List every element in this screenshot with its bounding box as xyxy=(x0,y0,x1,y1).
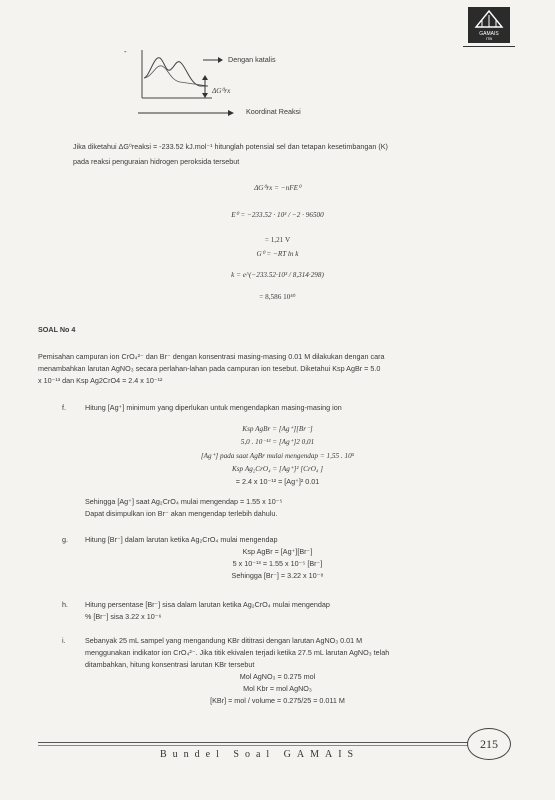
logo-underline xyxy=(463,46,515,47)
soal-paragraph-1: Pemisahan campuran ion CrO₄²⁻ dan Br⁻ dengan konsentrasi masing-masing 0.01 M dilakukan dengan cara xyxy=(38,352,385,361)
graph-label-catalyst: Dengan katalis xyxy=(228,55,276,64)
svg-text:ITB: ITB xyxy=(485,36,493,41)
item-f-answer-2: Dapat disimpulkan ion Br⁻ akan mengendap terlebih dahulu. xyxy=(85,509,278,518)
logo-icon xyxy=(468,7,510,43)
intro-line-1: Jika diketahui ΔG⁰reaksi = -233.52 kJ.mol⁻¹ hitunglah potensial sel dan tetapan kesetimbangan (K) xyxy=(73,142,388,151)
footer-rule-thin xyxy=(38,745,468,746)
item-g-label: g. xyxy=(62,535,68,544)
equation-1: ΔG⁰rx = −nFE⁰ xyxy=(254,184,301,192)
item-f-label: f. xyxy=(62,403,66,412)
item-f-line-5: = 2.4 x 10⁻¹² = [Ag⁺]² 0.01 xyxy=(235,477,320,486)
item-i-line-1: Mol AgNO₃ = 0.275 mol xyxy=(239,672,316,681)
item-g-line-1: Ksp AgBr = [Ag⁺][Br⁻] xyxy=(242,547,313,556)
item-i-question-1: Sebanyak 25 mL sampel yang mengandung KBr dititrasi dengan larutan AgNO₃ 0.01 M xyxy=(85,636,363,645)
item-g-line-2: 5 x 10⁻¹³ = 1.55 x 10⁻⁵ [Br⁻] xyxy=(232,559,323,568)
item-h-question: Hitung persentase [Br⁻] sisa dalam larutan ketika Ag₂CrO₄ mulai mengendap xyxy=(85,600,330,609)
item-h-answer: % [Br⁻] sisa 3.22 x 10⁻⁶ xyxy=(85,612,162,621)
graph-label-axis: Koordinat Reaksi xyxy=(246,107,301,116)
equation-6: = 8,586 10⁴⁰ xyxy=(259,293,296,301)
item-f-line-2: 5,0 . 10⁻¹³ = [Ag⁺]2 0,01 xyxy=(240,438,315,446)
item-i-line-3: [KBr] = mol / volume = 0.275/25 = 0.011 M xyxy=(210,696,345,705)
svg-text:GAMAIS: GAMAIS xyxy=(479,31,499,37)
item-i-question-2: menggunakan indikator ion CrO₄²⁻. Jika titik ekivalen terjadi ketika 27.5 mL larutan AgNO₃ telah xyxy=(85,648,390,657)
item-g-line-3: Sehingga [Br⁻] = 3.22 x 10⁻⁸ xyxy=(231,571,324,580)
soal-paragraph-3: x 10⁻¹³ dan Ksp Ag2CrO4 = 2.4 x 10⁻¹² xyxy=(38,376,163,385)
equation-5: k = e^(−233.52·10³ / 8,314·298) xyxy=(231,271,324,279)
soal-title: SOAL No 4 xyxy=(38,325,76,334)
intro-line-2: pada reaksi penguraian hidrogen peroksida tersebut xyxy=(73,157,240,166)
item-f-line-1: Ksp AgBr = [Ag⁺][Br⁻] xyxy=(242,425,313,433)
soal-paragraph-2: menambahkan larutan AgNO₃ secara perlahan-lahan pada campuran ion tesebut. Diketahui Ksp AgBr = 5.0 xyxy=(38,364,381,373)
equation-3: = 1,21 V xyxy=(264,236,291,244)
item-i-question-3: ditambahkan, hitung konsentrasi larutan KBr tersebut xyxy=(85,660,255,669)
graph-label-dg: ΔG⁰rx xyxy=(212,87,231,95)
gamais-logo xyxy=(468,7,510,43)
item-h-label: h. xyxy=(62,600,68,609)
equation-4: G⁰ = −RT ln k xyxy=(256,250,299,258)
item-i-line-2: Mol Kbr = mol AgNO₃ xyxy=(243,684,312,693)
item-f-answer-1: Sehingga [Ag⁺] saat Ag₂CrO₄ mulai mengendap = 1.55 x 10⁻⁵ xyxy=(85,497,283,506)
item-f-question: Hitung [Ag⁺] minimum yang diperlukan untuk mengendapkan masing-masing ion xyxy=(85,403,342,412)
reaction-axis-arrow xyxy=(138,107,238,119)
footer-rule xyxy=(38,742,468,743)
svg-text:-: - xyxy=(124,50,127,56)
equation-2: E⁰ = −233.52 · 10³ / −2 · 96500 xyxy=(231,211,324,219)
item-g-question: Hitung [Br⁻] dalam larutan ketika Ag₂CrO₄ mulai mengendap xyxy=(85,535,278,544)
item-f-line-3: [Ag⁺] pada saat AgBr mulai mengendap = 1,55 . 10⁵ xyxy=(200,452,355,460)
item-f-line-4: Ksp Ag₂CrO₄ = [Ag⁺]² [CrO₄ ] xyxy=(231,465,324,473)
footer-title: Bundel Soal GAMAIS xyxy=(160,749,360,760)
page-number: 215 xyxy=(467,728,511,760)
item-i-label: i. xyxy=(62,636,66,645)
